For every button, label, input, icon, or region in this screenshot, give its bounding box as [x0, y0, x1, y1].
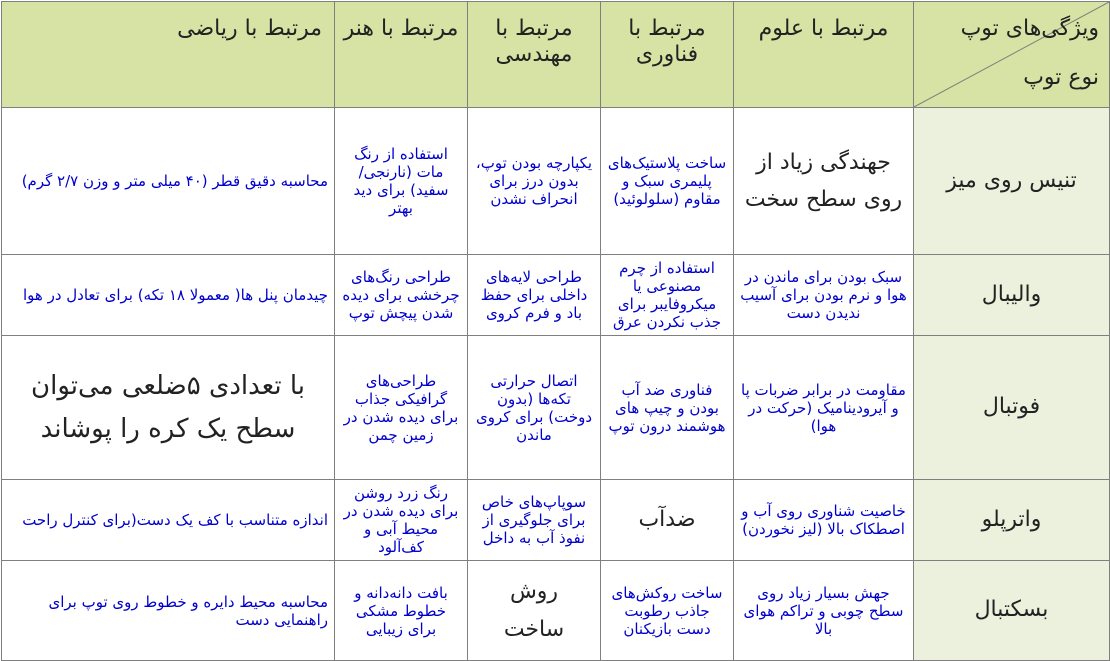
cell-science: جهندگی زیاد از روی سطح سخت	[734, 108, 914, 255]
row-label-volleyball: والیبال	[914, 255, 1110, 336]
table-row	[2, 336, 1110, 480]
column-header-art: مرتبط با هنر	[335, 2, 468, 108]
column-header-science: مرتبط با علوم	[734, 2, 914, 108]
cell-art: طراحی‌های گرافیکی جذاب برای دیده شدن در زمین چمن	[335, 336, 468, 480]
header-row	[2, 2, 1110, 108]
cell-science: سبک بودن برای ماندن در هوا و نرم بودن برای آسیب ندیدن دست	[734, 255, 914, 336]
table-row	[2, 108, 1110, 255]
cell-math: محاسبه محیط دایره و خطوط روی توپ برای راهنمایی دست	[2, 561, 335, 661]
comparison-table	[1, 1, 1110, 661]
cell-math: اندازه متناسب با کف یک دست(برای کنترل راحت	[2, 480, 335, 561]
cell-engineering: یکپارچه بودن توپ، بدون درز برای انحراف نشدن	[468, 108, 601, 255]
cell-math: چیدمان پنل ها( معمولا ۱۸ تکه) برای تعادل در هوا	[2, 255, 335, 336]
table-row	[2, 480, 1110, 561]
cell-art: طراحی رنگ‌های چرخشی برای دیده شدن پیچش توپ	[335, 255, 468, 336]
column-header-technology: مرتبط با فناوری	[601, 2, 734, 108]
cell-math: با تعدادی ۵ضلعی می‌توان سطح یک کره را پوشاند	[2, 336, 335, 480]
row-label-basketball: بسکتبال	[914, 561, 1110, 661]
row-label-table-tennis: تنیس روی میز	[914, 108, 1110, 255]
cell-science: خاصیت شناوری روی آب و اصطکاک بالا (لیز نخوردن)	[734, 480, 914, 561]
cell-art: استفاده از رنگ مات (نارنجی/سفید) برای دید بهتر	[335, 108, 468, 255]
cell-engineering: روش ساخت	[468, 561, 601, 661]
cell-math: محاسبه دقیق قطر (۴۰ میلی متر و وزن ۲/۷ گرم)	[2, 108, 335, 255]
cell-technology: استفاده از چرم مصنوعی یا میکروفایبر برای جذب نکردن عرق	[601, 255, 734, 336]
column-header-math: مرتبط با ریاضی	[2, 2, 335, 108]
cell-engineering: اتصال حرارتی تکه‌ها (بدون دوخت) برای کروی ماندن	[468, 336, 601, 480]
cell-technology: ساخت روکش‌های جاذب رطوبت دست بازیکنان	[601, 561, 734, 661]
table-row	[2, 561, 1110, 661]
table-row	[2, 255, 1110, 336]
cell-technology: ساخت پلاستیک‌های پلیمری سبک و مقاوم (سلولوئید)	[601, 108, 734, 255]
cell-engineering: سوپاپ‌های خاص برای جلوگیری از نفوذ آب به داخل	[468, 480, 601, 561]
row-label-football: فوتبال	[914, 336, 1110, 480]
cell-technology: ضدآب	[601, 480, 734, 561]
column-header-engineering: مرتبط با مهندسی	[468, 2, 601, 108]
cell-science: مقاومت در برابر ضربات پا و آیرودینامیک (حرکت در هوا)	[734, 336, 914, 480]
cell-science: جهش بسیار زیاد روی سطح چوبی و تراکم هوای بالا	[734, 561, 914, 661]
row-label-water-polo: واترپلو	[914, 480, 1110, 561]
cell-engineering: طراحی لایه‌های داخلی برای حفظ باد و فرم کروی	[468, 255, 601, 336]
corner-header-cell	[914, 2, 1110, 108]
corner-label-features: ویژگی‌های توپ	[960, 16, 1099, 41]
corner-label-ball-type: نوع توپ	[1023, 64, 1099, 90]
cell-art: رنگ زرد روشن برای دیده شدن در محیط آبی و کف‌آلود	[335, 480, 468, 561]
cell-art: بافت دانه‌دانه و خطوط مشکی برای زیبایی	[335, 561, 468, 661]
cell-technology: فناوری ضد آب بودن و چیپ های هوشمند درون توپ	[601, 336, 734, 480]
